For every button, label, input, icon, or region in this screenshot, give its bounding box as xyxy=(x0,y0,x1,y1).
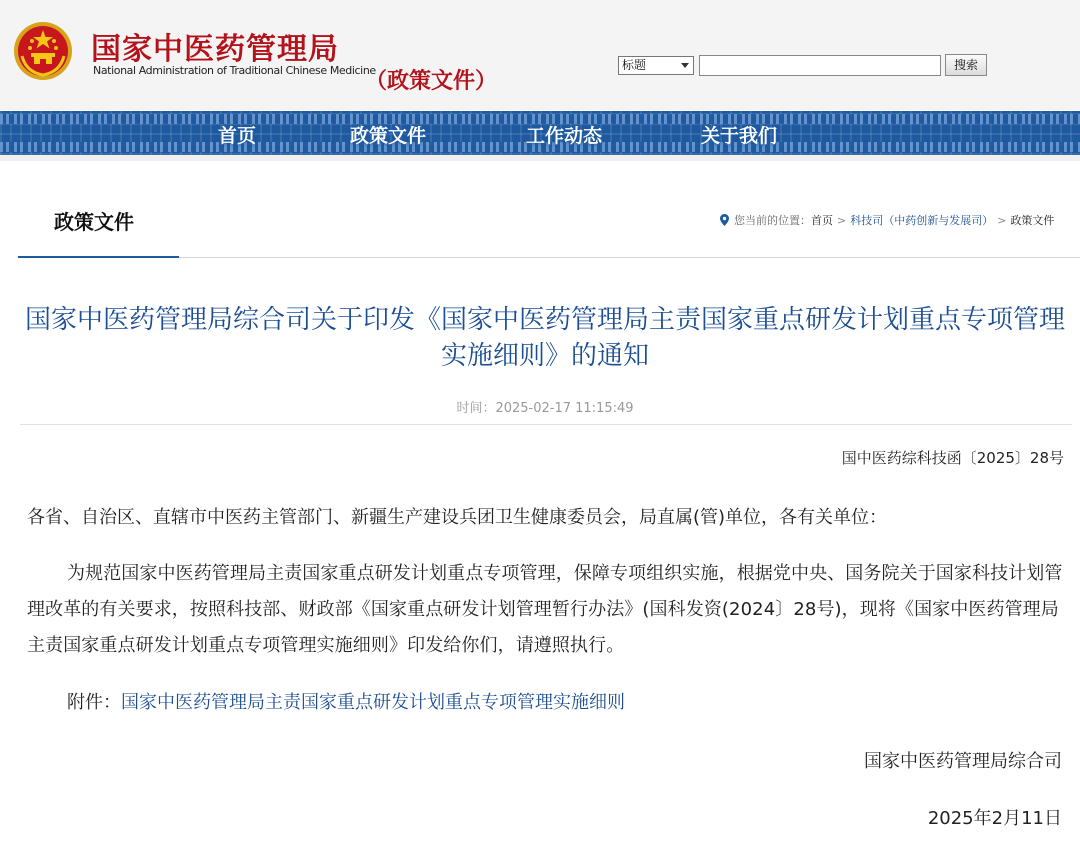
search-field-select[interactable] xyxy=(618,56,694,75)
nav-item-home[interactable]: 首页 xyxy=(218,125,257,147)
breadcrumb xyxy=(720,212,1054,228)
search-button[interactable]: 搜索 xyxy=(945,54,987,76)
document-number: 国中医药综科技函〔2025〕28号 xyxy=(841,449,1064,467)
nav-shadow-strip xyxy=(0,155,1080,161)
section-tag: （政策文件） xyxy=(365,69,498,94)
search-field-selected: 标题 xyxy=(622,58,647,72)
national-emblem-icon[interactable] xyxy=(12,20,74,82)
site-title-english: National Administration of Traditional Chinese Medicine xyxy=(93,64,376,77)
page-section-title: 政策文件 xyxy=(54,210,134,234)
issuer-signature: 国家中医药管理局综合司 xyxy=(864,751,1062,772)
article-salutation: 各省、自治区、直辖市中医药主管部门、新疆生产建设兵团卫生健康委员会，局直属(管)单位，各有关单位： xyxy=(27,507,888,528)
section-title-underline xyxy=(18,256,179,258)
attachment-line xyxy=(67,685,625,721)
breadcrumb-department[interactable]: 科技司（中药创新与发展司） xyxy=(850,214,994,227)
article-title: 国家中医药管理局综合司关于印发《国家中医药管理局主责国家重点研发计划重点专项管理实施细则》的通知 xyxy=(24,305,1065,371)
site-title[interactable]: 国家中医药管理局 xyxy=(91,32,339,67)
chevron-down-icon xyxy=(681,63,689,68)
nav-item-news[interactable]: 工作动态 xyxy=(526,125,603,147)
issue-date: 2025年2月11日 xyxy=(927,808,1062,829)
breadcrumb-separator: > xyxy=(997,213,1007,227)
breadcrumb-home[interactable]: 首页 xyxy=(811,214,833,227)
breadcrumb-prefix: 您当前的位置： xyxy=(734,214,811,227)
article-paragraph: 为规范国家中医药管理局主责国家重点研发计划重点专项管理，保障专项组织实施，根据党中央、国务院关于国家科技计划管理改革的有关要求，按照科技部、财政部《国家重点研发计划管理暂行办法》(国科发资(2024〕28号)，现将《国家中医药管理局主责国家重点研发计划重点专项管理实施细则》印发给你们，请遵照执行。 xyxy=(27,563,1063,656)
breadcrumb-current: 政策文件 xyxy=(1010,214,1055,227)
attachment-link[interactable]: 国家中医药管理局主责国家重点研发计划重点专项管理实施细则 xyxy=(121,692,625,713)
map-pin-icon xyxy=(720,214,729,226)
main-nav xyxy=(0,111,1080,155)
nav-item-about[interactable]: 关于我们 xyxy=(701,125,778,147)
nav-item-policy[interactable]: 政策文件 xyxy=(350,125,427,147)
site-header xyxy=(0,0,1080,110)
breadcrumb-separator: > xyxy=(837,213,847,227)
title-divider xyxy=(20,424,1072,425)
attachment-label: 附件： xyxy=(67,692,121,713)
article-timestamp: 时间：2025-02-17 11:15:49 xyxy=(456,401,634,416)
search-input[interactable] xyxy=(699,55,941,76)
